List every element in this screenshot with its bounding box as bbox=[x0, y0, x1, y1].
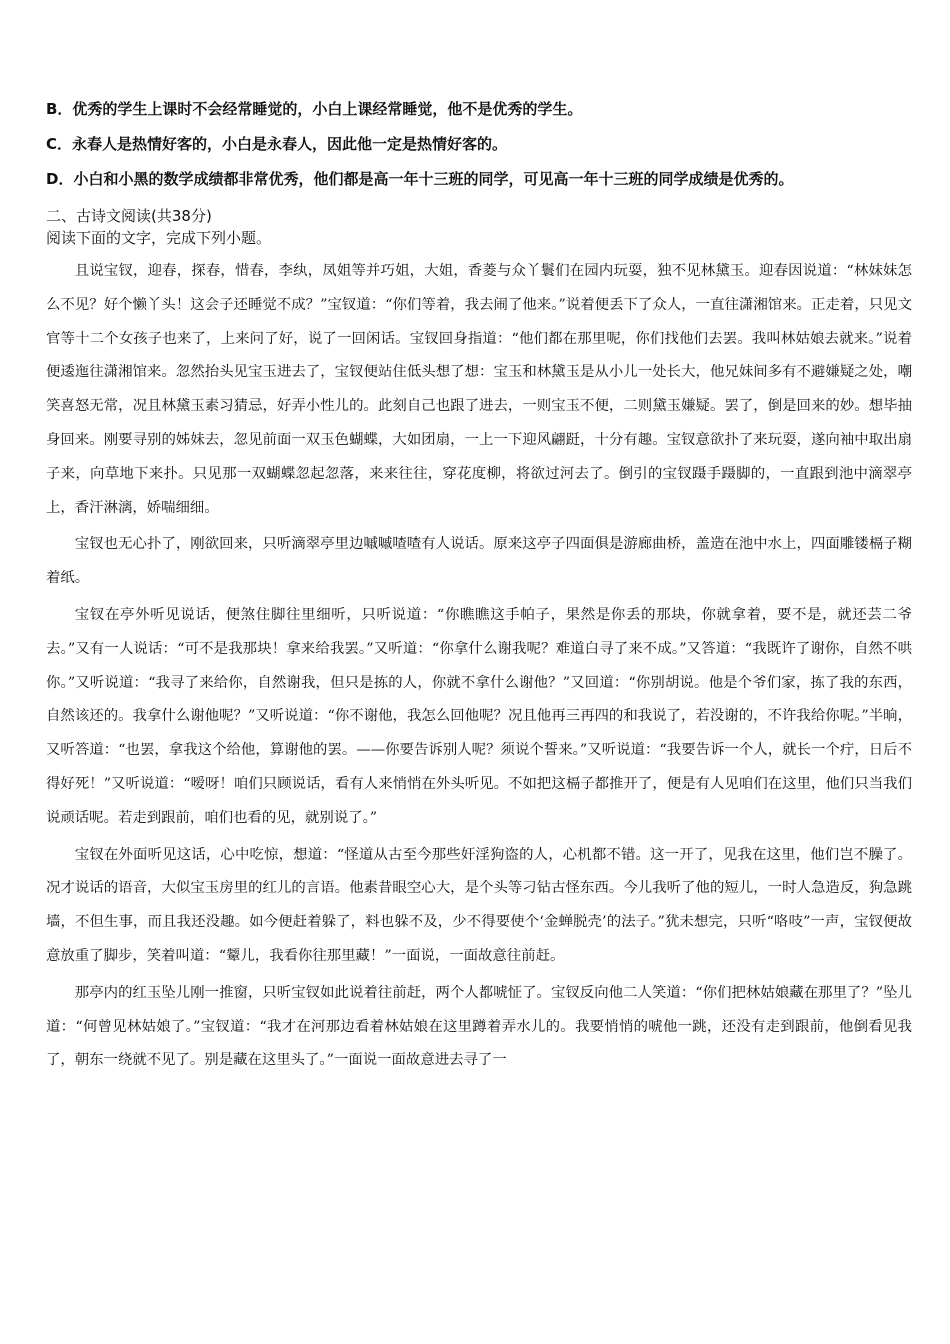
reading-instruction: 阅读下面的文字，完成下列小题。 bbox=[46, 229, 272, 247]
paragraph-5: 那亭内的红玉坠儿刚一推窗，只听宝钗如此说着往前赶，两个人都唬怔了。宝钗反向他二人笑道：“你们把林姑娘藏在那里了？”坠儿道：“何曾见林姑娘了。”宝钗道：“我才在河那边看着林姑娘在这里蹲着弄水儿的。我要悄悄的唬他一跳，还没有走到跟前，他倒看见我了，朝东一绕就不见了。别是藏在这里头了。”一面说一面故意进去寻了一 bbox=[46, 984, 912, 1069]
paragraph-2: 宝钗也无心扑了，刚欲回来，只听滴翠亭里边嘁嘁喳喳有人说话。原来这亭子四面俱是游廊曲桥，盖造在池中水上，四面雕镂槅子糊着纸。 bbox=[46, 536, 912, 587]
section-title: 二、古诗文阅读(共38分) bbox=[46, 207, 212, 225]
paragraph-3: 宝钗在亭外听见说话，便煞住脚往里细听，只听说道：“你瞧瞧这手帕子，果然是你丢的那块，你就拿着，要不是，就还芸二爷去。”又有一人说话：“可不是我那块！拿来给我罢。”又听道：“你拿什么谢我呢？难道白寻了来不成。”又答道：“我既许了谢你，自然不哄你。”又听说道：“我寻了来给你，自然谢我，但只是拣的人，你就不拿什么谢他？”又回道：“你别胡说。他是个爷们家，拣了我的东西，自然该还的。我拿什么谢他呢？”又听说道：“你不谢他，我怎么回他呢？况且他再三再四的和我说了，若没谢的，不许我给你呢。”半晌，又听答道：“也罢，拿我这个给他，算谢他的罢。——你要告诉别人呢？须说个誓来。”又听说道：“我要告诉一个人，就长一个疔，日后不得好死！”又听说道：“嗳呀！咱们只顾说话，看有人来悄悄在外头听见。不如把这槅子都推开了，便是有人见咱们在这里，他们只当我们说顽话呢。若走到跟前，咱们也看的见，就别说了。” bbox=[46, 606, 912, 826]
paragraph-4: 宝钗在外面听见这话，心中吃惊，想道：“怪道从古至今那些奸淫狗盗的人，心机都不错。这一开了，见我在这里，他们岂不臊了。况才说话的语音，大似宝玉房里的红儿的言语。他素昔眼空心大，是个头等刁钻古怪东西。今儿我听了他的短儿，一时人急造反，狗急跳墙，不但生事，而且我还没趣。如今便赶着躲了，料也躲不及，少不得要使个‘金蝉脱壳’的法子。”犹未想完，只听“咯吱”一声，宝钗便故意放重了脚步，笑着叫道：“颦儿，我看你往那里藏！”一面说，一面故意往前赶。 bbox=[46, 846, 912, 964]
option-b: B．优秀的学生上课时不会经常睡觉的，小白上课经常睡觉，他不是优秀的学生。 bbox=[46, 100, 583, 118]
option-d: D．小白和小黑的数学成绩都非常优秀，他们都是高一年十三班的同学，可见高一年十三班的同学成绩是优秀的。 bbox=[46, 170, 794, 188]
document-page bbox=[46, 100, 912, 1081]
option-c: C．永春人是热情好客的，小白是永春人，因此他一定是热情好客的。 bbox=[46, 135, 508, 153]
paragraph-1: 且说宝钗，迎春，探春，惜春，李纨，凤姐等并巧姐，大姐，香菱与众丫鬟们在园内玩耍，独不见林黛玉。迎春因说道：“林妹妹怎么不见？好个懒丫头！这会子还睡觉不成？”宝钗道：“你们等着，我去闹了他来。”说着便丢下了众人，一直往潇湘馆来。正走着，只见文官等十二个女孩子也来了，上来问了好，说了一回闲话。宝钗回身指道：“他们都在那里呢，你们找他们去罢。我叫林姑娘去就来。”说着便逶迤往潇湘馆来。忽然抬头见宝玉进去了，宝钗便站住低头想了想：宝玉和林黛玉是从小儿一处长大，他兄妹间多有不避嫌疑之处，嘲笑喜怒无常，况且林黛玉素习猜忌，好弄小性儿的。此刻自己也跟了进去，一则宝玉不便，二则黛玉嫌疑。罢了，倒是回来的妙。想毕抽身回来。刚要寻别的姊妹去，忽见前面一双玉色蝴蝶，大如团扇，一上一下迎风翩跹，十分有趣。宝钗意欲扑了来玩耍，遂向袖中取出扇子来，向草地下来扑。只见那一双蝴蝶忽起忽落，来来往往，穿花度柳，将欲过河去了。倒引的宝钗蹑手蹑脚的，一直跟到池中滴翠亭上，香汗淋漓，娇喘细细。 bbox=[46, 263, 912, 516]
